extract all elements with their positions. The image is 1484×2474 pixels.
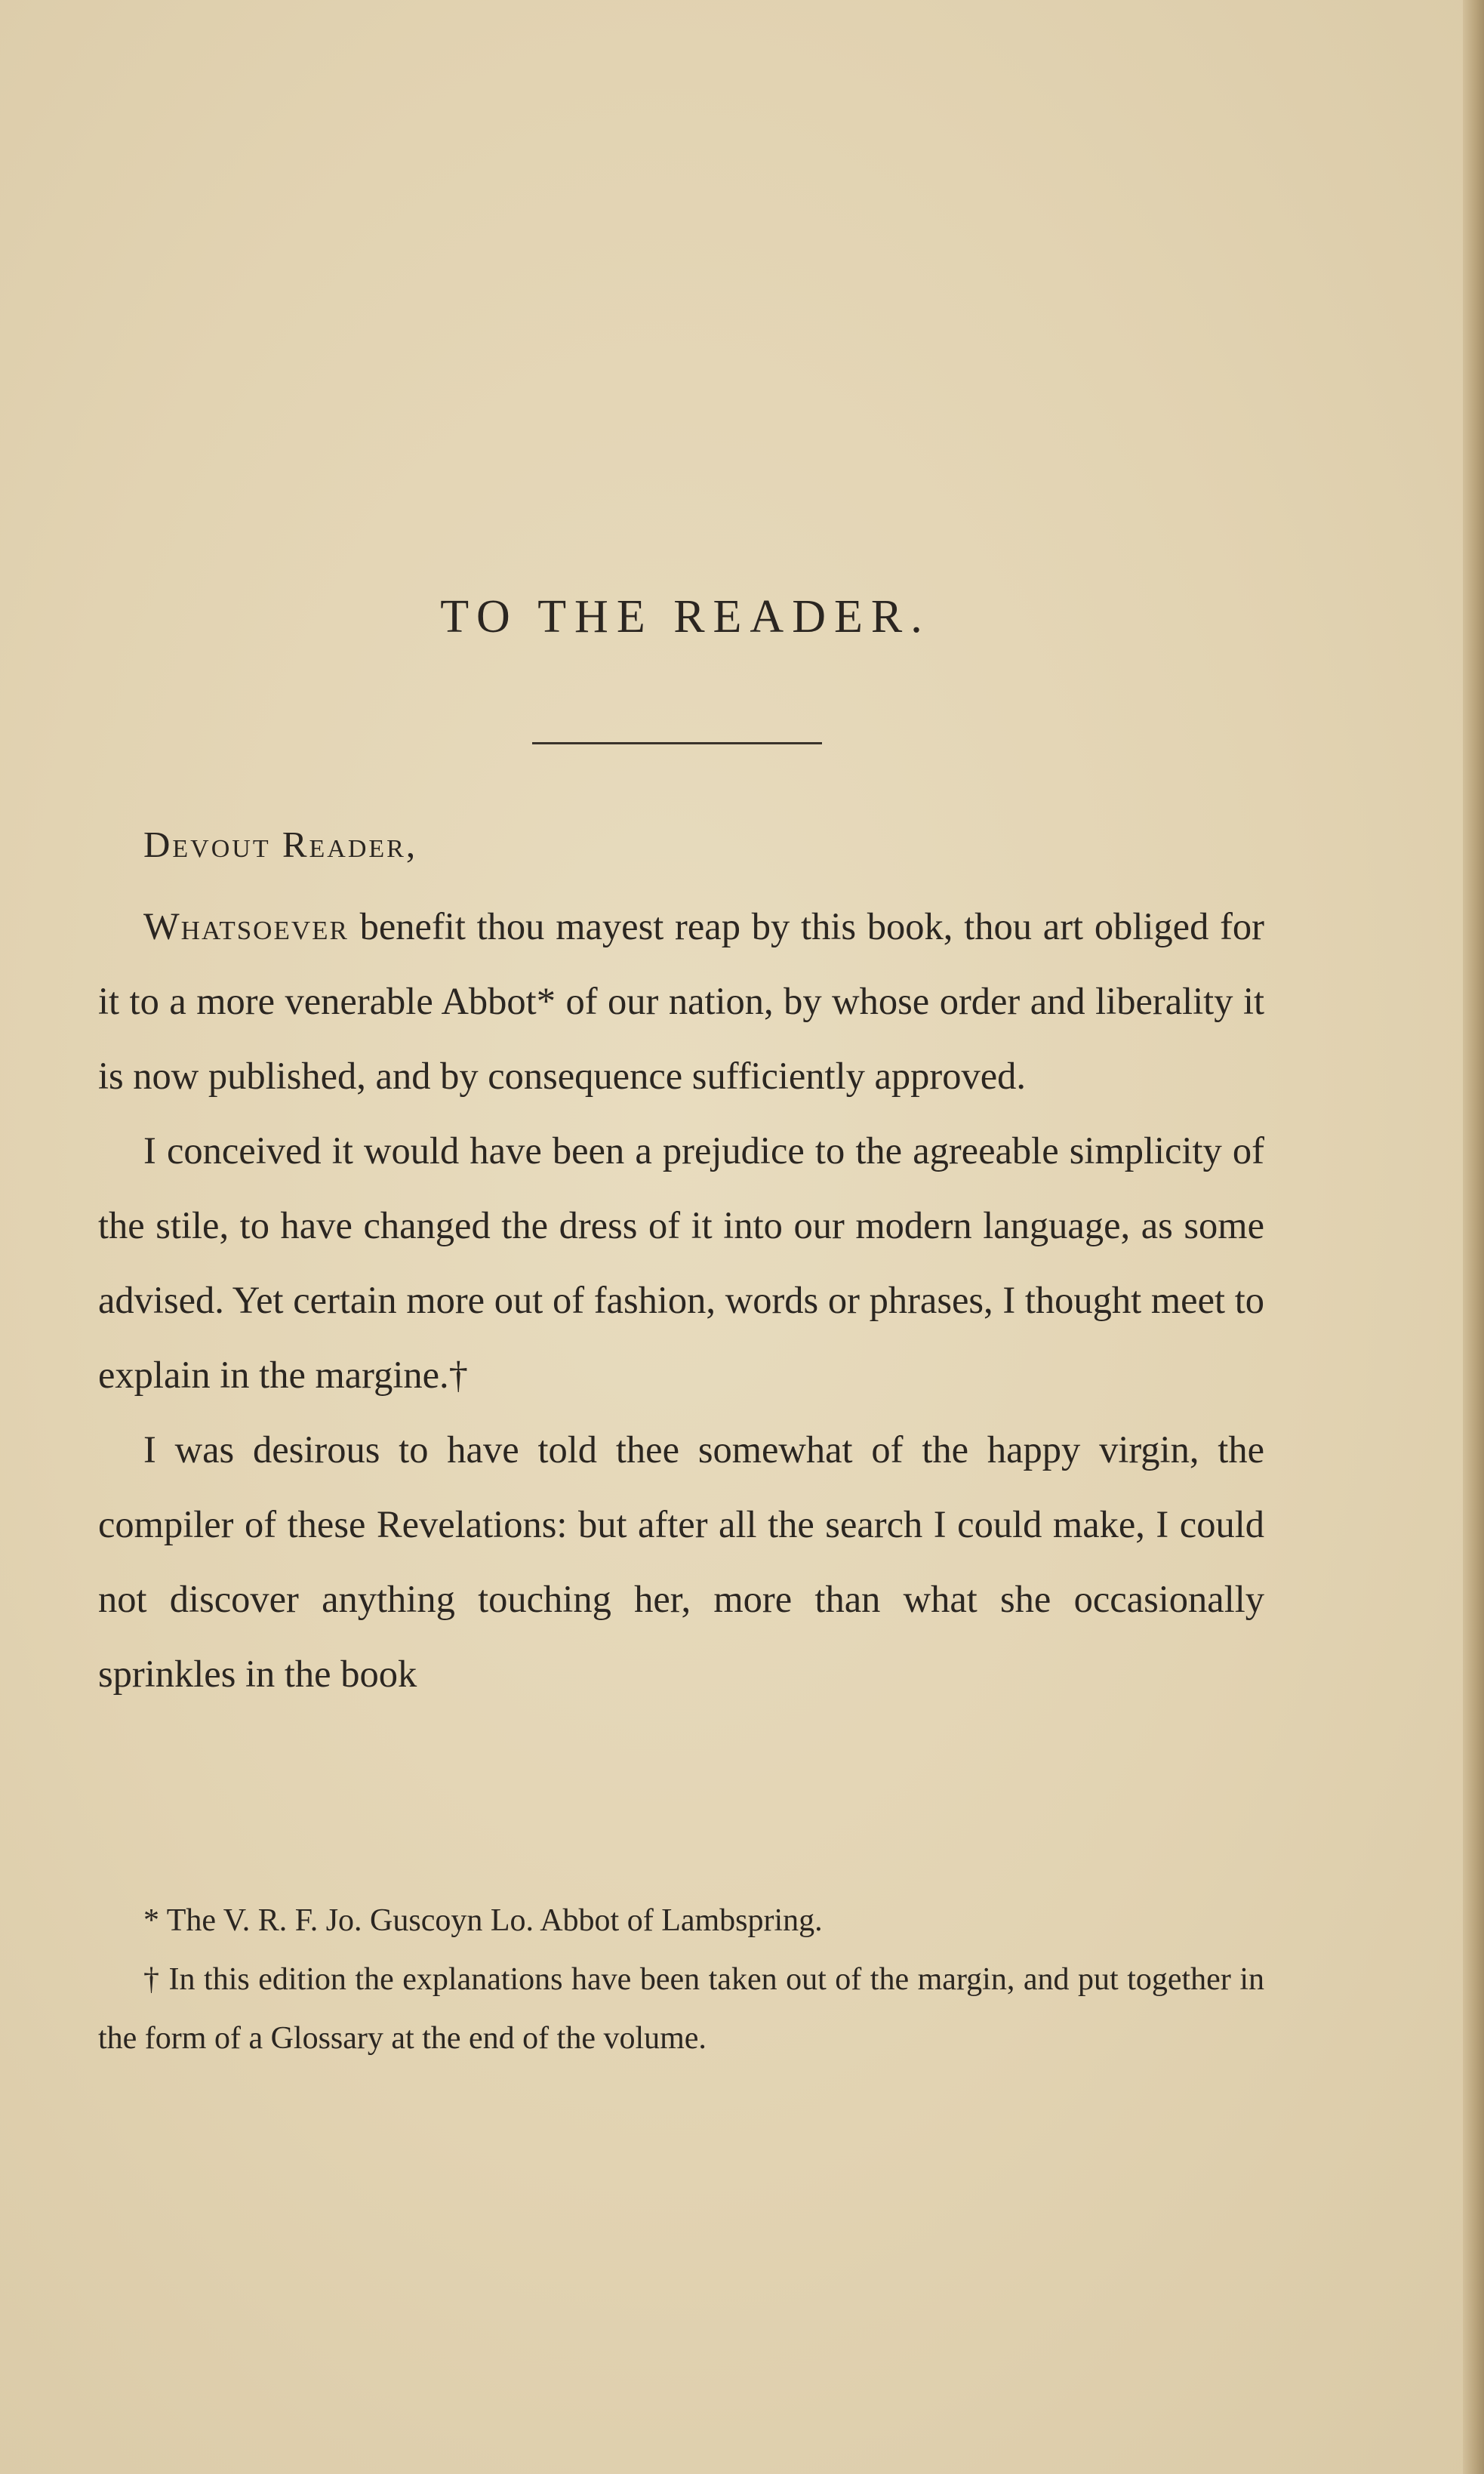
paragraph-lead-word: Whatsoever [143, 905, 349, 947]
paragraph: I was desirous to have told thee somewhat of the happy virgin, the compiler of these Revelations: but after all the search I could make, I could not discover anything touching her, more than what she occasionally sprinkles in the book [98, 1428, 1264, 1695]
paragraph-text: benefit thou mayest reap by this book, thou art obliged for it to a more venerable Abbot* of our nation, by whose order and liberality it is now published, and by consequence sufficiently approved. [98, 905, 1264, 1097]
paragraph: I conceived it would have been a prejudice to the agreeable simplicity of the stile, to have changed the dress of it into our modern language, as some advised. Yet certain more out of fashion, words or phrases, I thought meet to explain in the margine.† [98, 1129, 1264, 1396]
salutation: Devout Reader, [143, 824, 418, 865]
body-text [98, 889, 1264, 1711]
footnote: † In this edition the explanations have been taken out of the margin, and put together in the form of a Glossary at the end of the volume. [98, 1962, 1264, 2056]
paragraph [98, 889, 1264, 1114]
page-title: TO THE READER. [440, 591, 931, 642]
footnote: * The V. R. F. Jo. Guscoyn Lo. Abbot of Lambspring. [143, 1903, 823, 1938]
page-edge [1463, 0, 1484, 2474]
title-divider [532, 742, 822, 744]
footnotes [98, 1891, 1264, 2068]
